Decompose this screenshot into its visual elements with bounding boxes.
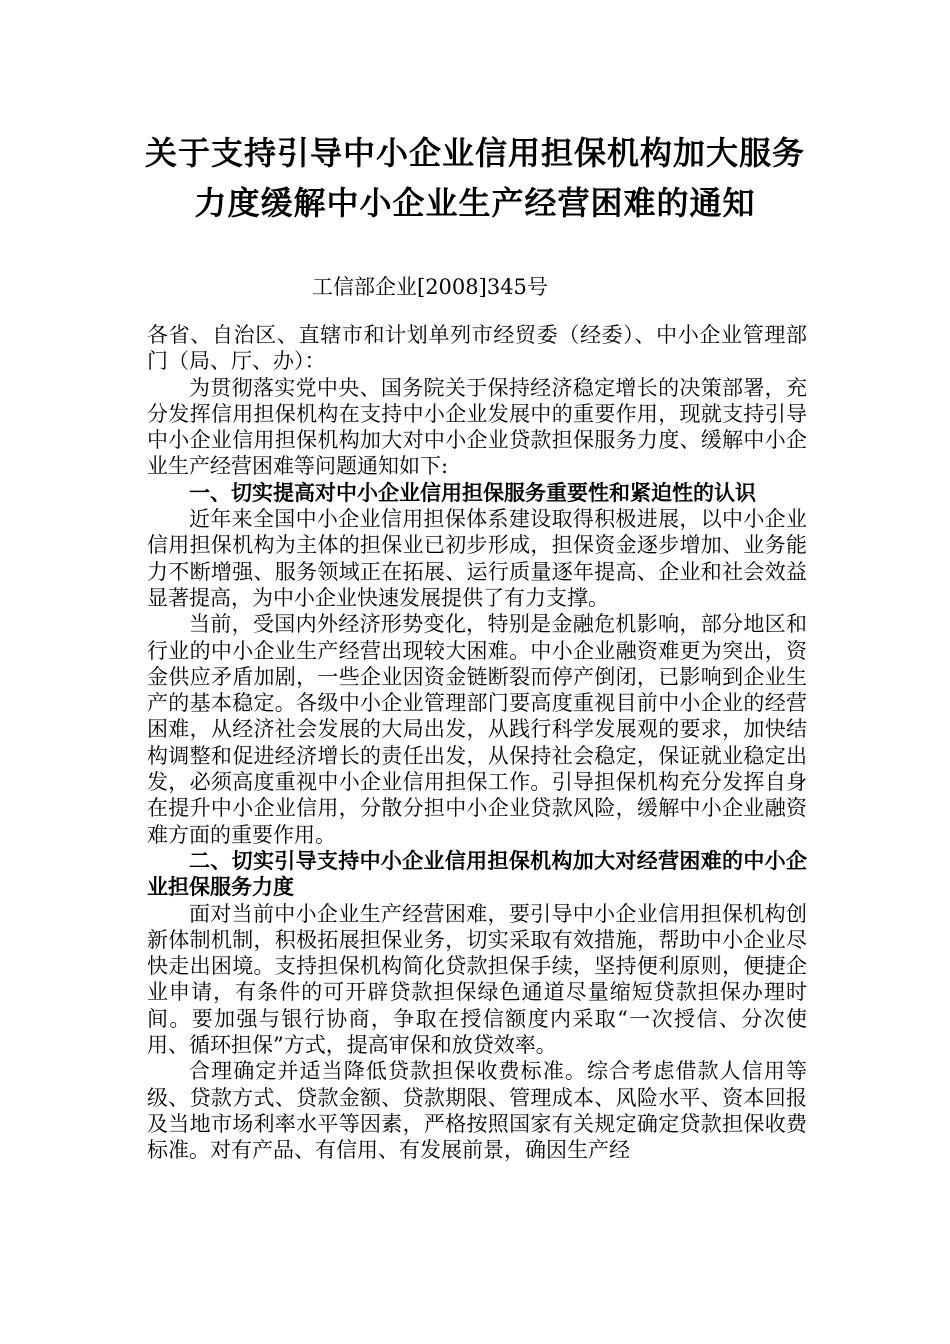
section-2-paragraph-1: 面对当前中小企业生产经营困难，要引导中小企业信用担保机构创新体制机制，积极拓展担保业务，切实采取有效措施，帮助中小企业尽快走出困境。支持担保机构简化贷款担保手续，坚持便利原则，便捷企业申请，有条件的可开辟贷款担保绿色通道尽量缩短贷款担保办理时间。要加强与银行协商，争取在授信额度内采取“一次授信、分次使用、循环担保”方式，提高审保和放贷效率。 (147, 901, 807, 1058)
intro-paragraph: 为贯彻落实党中央、国务院关于保持经济稳定增长的决策部署，充分发挥信用担保机构在支持中小企业发展中的重要作用，现就支持引导中小企业信用担保机构加大对中小企业贷款担保服务力度、缓解中小企业生产经营困难等问题通知如下: (147, 375, 807, 479)
section-1-heading: 一、切实提高对中小企业信用担保服务重要性和紧迫性的认识 (189, 479, 756, 505)
section-1-paragraph-2: 当前，受国内外经济形势变化，特别是金融危机影响，部分地区和行业的中小企业生产经营出现较大困难。中小企业融资难更为突出，资金供应矛盾加剧，一些企业因资金链断裂而停产倒闭，已影响到企业生产的基本稳定。各级中小企业管理部门要高度重视目前中小企业的经营困难，从经济社会发展的大局出发，从践行科学发展观的要求，加快结构调整和促进经济增长的责任出发，从保持社会稳定，保证就业稳定出发，必须高度重视中小企业信用担保工作。引导担保机构充分发挥自身在提升中小企业信用，分散分担中小企业贷款风险，缓解中小企业融资难方面的重要作用。 (147, 612, 807, 847)
section-2-paragraph-2: 合理确定并适当降低贷款担保收费标准。综合考虑借款人信用等级、贷款方式、贷款金额、贷款期限、管理成本、风险水平、资本回报及当地市场利率水平等因素，严格按照国家有关规定确定贷款担保收费标准。对有产品、有信用、有发展前景，确因生产经 (147, 1059, 807, 1163)
document-number: 工信部企业[2008]345号 (312, 275, 548, 299)
section-1-paragraph-1: 近年来全国中小企业信用担保体系建设取得积极进展，以中小企业信用担保机构为主体的担保业已初步形成，担保资金逐步增加、业务能力不断增强、服务领域正在拓展、运行质量逐年提高、企业和社会效益显著提高，为中小企业快速发展提供了有力支撑。 (147, 507, 807, 610)
addressee: 各省、自治区、直辖市和计划单列市经贸委（经委）、中小企业管理部门（局、厅、办）： (147, 323, 807, 374)
document-title: 关于支持引导中小企业信用担保机构加大服务力度缓解中小企业生产经营困难的通知 (144, 134, 805, 222)
section-2-heading: 二、切实引导支持中小企业信用担保机构加大对经营困难的中小企业担保服务力度 (147, 847, 807, 900)
document-body (147, 322, 807, 1164)
